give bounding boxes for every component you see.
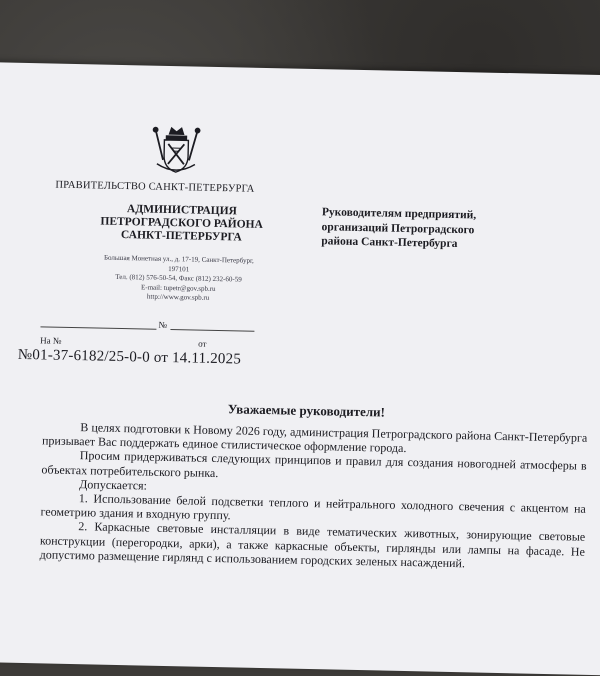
letter-page (0, 62, 600, 676)
paragraph: 2. Каркасные световые инсталляции в виде тематических животных, зонирующие световые конструкции (перегородки, арки), а также каркасные объекты, гирлянды или лампы на фасаде. Не допустимо размещение гирлянд с использованием городских зеленых насаждений. (39, 519, 586, 571)
paragraph: В целях подготовки к Новому 2026 году, администрация Петроградского района Санкт-Петербурга призывает Вас поддержать единое стилистическое оформление города. (41, 420, 588, 456)
registration-number: №01-37-6182/25-0-0 от 14.11.2025 (17, 346, 242, 368)
contact-block (63, 253, 294, 305)
government-name: ПРАВИТЕЛЬСТВО САНКТ-ПЕТЕРБУРГА (55, 179, 255, 195)
in-reply-label: На № (40, 335, 62, 346)
paragraph: Просим придерживаться следующих принципов и правил для создания новогодней атмосферы в объектах потребительского рынка. (41, 448, 587, 480)
website: http://www.gov.spb.ru (146, 292, 210, 302)
email: E-mail: tupetr@gov.spb.ru (140, 282, 216, 293)
number-blank (170, 329, 254, 332)
administration-name (76, 202, 287, 245)
date-blank (40, 326, 156, 329)
address-line: Большая Монетная ул., д. 17-19, Санкт-Петербург, (103, 253, 254, 265)
admin-line: САНКТ-ПЕТЕРБУРГА (120, 228, 242, 244)
recipient-line: организаций Петроградского (321, 220, 475, 236)
recipient-block (321, 205, 552, 253)
recipient-line: района Санкт-Петербурга (321, 235, 458, 251)
from-label: от (198, 338, 207, 349)
phone-fax: Тел. (812) 576-50-54, Факс (812) 232-60-59 (115, 272, 242, 284)
paragraph: Допускается: (79, 476, 148, 493)
letter-body (40, 419, 588, 572)
coat-of-arms-icon (151, 124, 202, 177)
salutation: Уважаемые руководители! (227, 401, 386, 420)
admin-line: АДМИНИСТРАЦИЯ (126, 203, 238, 218)
number-label: № (158, 319, 168, 330)
admin-line: ПЕТРОГРАДСКОГО РАЙОНА (100, 215, 263, 231)
postal-code: 197101 (168, 264, 190, 273)
paragraph: 1. Использование белой подсветки теплого и нейтрального холодного свечения с акцентом на геометрию здания и входную группу. (40, 491, 586, 523)
recipient-line: Руководителям предприятий, (321, 206, 477, 222)
